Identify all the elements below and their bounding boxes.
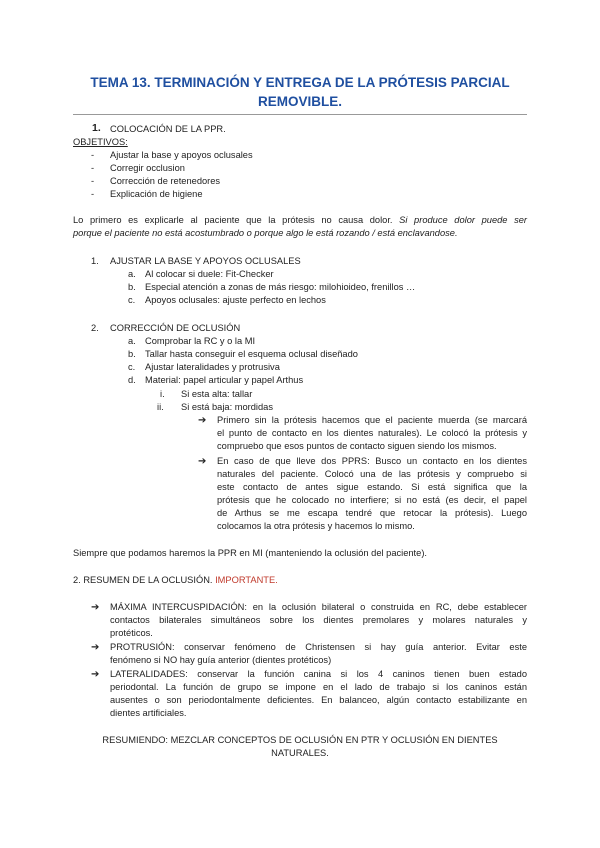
correccion-item: Material: papel articular y papel Arthus	[145, 375, 304, 385]
bullet: -	[91, 150, 95, 160]
correccion-heading: CORRECCIÓN DE OCLUSIÓN	[110, 323, 241, 333]
list-marker: d.	[128, 375, 136, 385]
list-marker: a.	[128, 336, 136, 346]
ajustar-number: 1.	[91, 256, 99, 266]
ajustar-item: Apoyos oclusales: ajuste perfecto en lechos	[145, 295, 326, 305]
resumen-item-line: LATERALIDADES: conservar la función canina si los 4 caninos tienen buen estado	[110, 669, 527, 679]
ajustar-heading: AJUSTAR LA BASE Y APOYOS OCLUSALES	[110, 256, 301, 266]
arrow2-line: En caso de que lleve dos PPRS: Busco un contacto en los dientes	[217, 456, 527, 466]
intro-normal: Lo primero es explicarle al paciente que la prótesis no causa dolor.	[73, 215, 393, 225]
arrow1-line: el punto de contacto en los dientes naturales). Le colocó la prótesis y	[217, 428, 527, 438]
siempre-paragraph: Siempre que podamos haremos la PPR en MI (manteniendo la oclusión del paciente).	[73, 548, 427, 558]
resumen-item-line: PROTRUSIÓN: conservar fenómeno de Christensen si hay guía anterior. Evitar este	[110, 642, 527, 652]
arrow1-line: compruebo que esos puntos de contacto siguen siendo los mismos.	[217, 441, 497, 451]
correccion-number: 2.	[91, 323, 99, 333]
objetivo-item: Corrección de retenedores	[110, 176, 221, 186]
list-marker: b.	[128, 282, 136, 292]
important-label: IMPORTANTE.	[215, 575, 278, 585]
page-title	[74, 73, 526, 111]
intro-line-1	[73, 214, 527, 227]
bullet: -	[91, 189, 95, 199]
resumen-heading-text: 2. RESUMEN DE LA OCLUSIÓN.	[73, 575, 213, 585]
arrow2-line: naturales del paciente. Colocó una de las prótesis y compruebo si	[217, 469, 527, 479]
resumiendo-line-2: NATURALES.	[271, 748, 329, 758]
list-marker: c.	[128, 295, 136, 305]
objetivo-item: Ajustar la base y apoyos oclusales	[110, 150, 253, 160]
ajustar-item: Al colocar si duele: Fit-Checker	[145, 269, 274, 279]
sub-item: Si esta alta: tallar	[181, 389, 253, 399]
correccion-item: Comprobar la RC y o la MI	[145, 336, 256, 346]
title-line-1: TEMA 13. TERMINACIÓN Y ENTREGA DE LA PRÓTESIS PARCIAL	[90, 75, 510, 90]
resumen-item-line: protéticos.	[110, 628, 153, 638]
resumen-item-line: ausentes o son periodontalmente deficientes. En balanceo, algún contacto estabilizante en	[110, 695, 527, 705]
title-divider	[73, 114, 527, 115]
resumen-item-line: dientes artificiales.	[110, 708, 187, 718]
objetivo-item: Explicación de higiene	[110, 189, 203, 199]
arrow2-line: de Arthus se me escapa tendré que retocar la prótesis). Luego	[217, 508, 527, 518]
bullet: -	[91, 176, 95, 186]
sub-marker: i.	[160, 389, 165, 399]
sub-marker: ii.	[157, 402, 164, 412]
resumen-item-line: periodontal. La función de grupo se impone en el lado de trabajo si los caninos están	[110, 682, 527, 692]
sub-item: Si está baja: mordidas	[181, 402, 273, 412]
arrow1-line: Primero sin la prótesis hacemos que el paciente muerda (se marcará	[217, 415, 527, 425]
arrow-icon: ➔	[91, 602, 100, 613]
list-marker: c.	[128, 362, 136, 372]
arrow-icon: ➔	[91, 669, 100, 680]
arrow-icon: ➔	[198, 415, 207, 426]
resumen-item-line: fenómeno si NO hay guía anterior (dientes protéticos)	[110, 655, 332, 665]
arrow-icon: ➔	[91, 642, 100, 653]
intro-italic-1: Si produce dolor puede ser	[399, 215, 527, 225]
list-marker: b.	[128, 349, 136, 359]
ajustar-item: Especial atención a zonas de más riesgo: milohioideo, frenillos …	[145, 282, 416, 292]
arrow-icon: ➔	[198, 456, 207, 467]
section1-number: 1.	[92, 122, 101, 134]
correccion-item: Ajustar lateralidades y protrusiva	[145, 362, 280, 372]
resumen-heading	[73, 574, 278, 587]
intro-line-2: porque el paciente no está acostumbrado o porque algo le está rozando / está enclavandose.	[73, 228, 458, 238]
correccion-item: Tallar hasta conseguir el esquema oclusal diseñado	[145, 349, 358, 359]
bullet: -	[91, 163, 95, 173]
objetivo-item: Corregir occlusion	[110, 163, 185, 173]
objetivos-label: OBJETIVOS:	[73, 137, 128, 147]
list-marker: a.	[128, 269, 136, 279]
resumiendo-line-1: RESUMIENDO: MEZCLAR CONCEPTOS DE OCLUSIÓN EN PTR Y OCLUSIÓN EN DIENTES	[102, 735, 498, 745]
resumen-item-line: contactos bilaterales simultáneos sobre los dientes premolares y molares naturales y	[110, 615, 527, 625]
arrow2-line: prótesis que he colocado no interfiere; si no está (es decir, el papel	[217, 495, 527, 505]
section1-heading: COLOCACIÓN DE LA PPR.	[110, 124, 226, 134]
resumen-item-line: MÁXIMA INTERCUSPIDACIÓN: en la oclusión bilateral o construida en RC, debe establecer	[110, 602, 527, 612]
arrow2-line: colocamos la otra prótesis y hacemos lo mismo.	[217, 521, 415, 531]
arrow2-line: este contacto de antes sigue estando. Si está significa que la	[217, 482, 527, 492]
title-line-2: REMOVIBLE.	[257, 94, 342, 109]
